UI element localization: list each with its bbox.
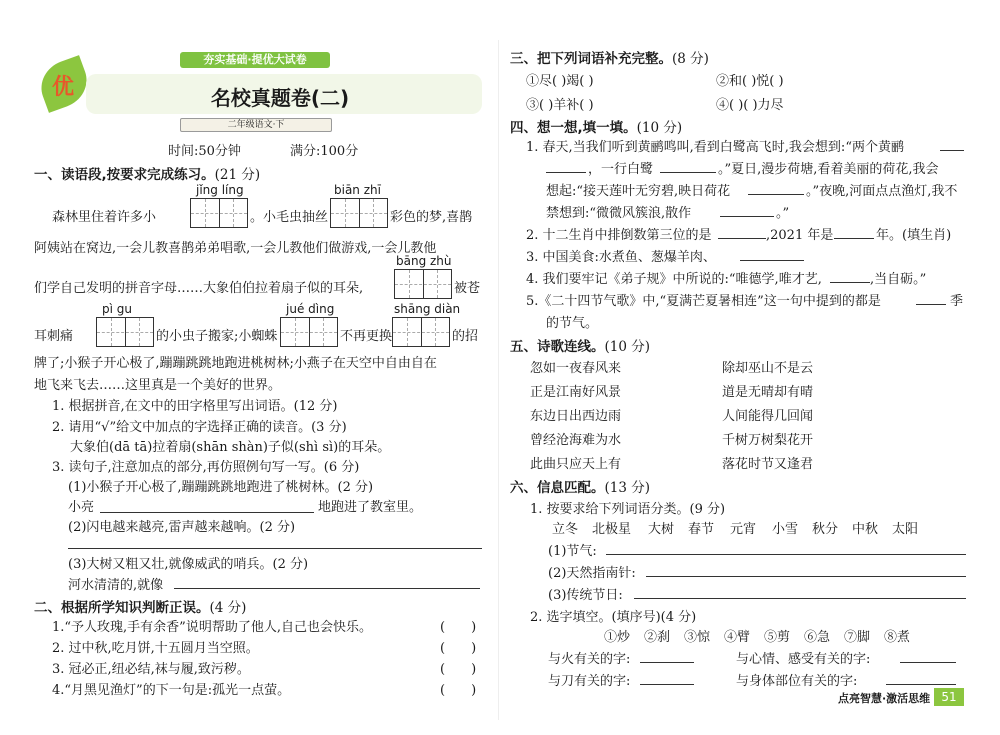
section-5-heading: 五、诗歌连线。(10 分) [510, 339, 651, 355]
poem-right-4[interactable]: 千树万树梨花开 [722, 433, 814, 448]
question-1-3-3-fill-label: 河水清清的,就像 [68, 578, 164, 593]
page-title: 名校真题卷(二) [210, 86, 350, 110]
fill-line-6: 3. 中国美食:水煮鱼、葱爆羊肉、 [526, 250, 716, 265]
page-gutter [498, 40, 499, 720]
question-1-2: 2. 请用“√”给文中加点的字选择正确的读音。(3 分) [52, 420, 347, 435]
answer-line-1-3-1[interactable] [100, 512, 314, 513]
word-1: 立冬 [552, 522, 579, 537]
fill-line-3b: 。”夜晚,河面点点渔灯,我不 [806, 184, 958, 199]
judge-item-4: 4.“月黑见渔灯”的下一句是:孤光一点萤。 [52, 683, 291, 698]
passage-line-3a: 们学自己发明的拼音字母……大象伯伯拉着扇子似的耳朵, [34, 281, 364, 296]
passage-line-4c: 不再更换 [340, 329, 393, 344]
category-3-line[interactable] [634, 598, 966, 599]
passage-line-5: 牌了;小猴子开心极了,蹦蹦跳跳地跑进桃树林;小燕子在天空中自由自在 [34, 356, 437, 371]
leaf-char: 优 [52, 75, 75, 100]
section-4-heading: 四、想一想,填一填。(10 分) [510, 120, 683, 136]
question-1-1: 1. 根据拼音,在文中的田字格里写出词语。(12 分) [52, 399, 338, 414]
passage-line-1a: 森林里住着许多小 [52, 210, 157, 225]
pinyin-5: jué dìng [286, 302, 335, 316]
idiom-4[interactable]: ④( )( )力尽 [716, 98, 784, 113]
category-3-label: (3)传统节日: [548, 588, 623, 603]
section-3-heading: 三、把下列词语补充完整。(8 分) [510, 51, 709, 67]
tianzi-grid-2[interactable] [330, 198, 388, 228]
judge-answer-1[interactable]: ( ) [440, 620, 477, 635]
blank-4a[interactable] [718, 238, 766, 239]
fill-line-4b: 。” [776, 206, 790, 221]
fill-line-7a: 4. 我们要牢记《弟子规》中所说的:“唯德学,唯才艺, [526, 272, 822, 287]
match-knife-line[interactable] [640, 684, 694, 685]
match-body-line[interactable] [886, 684, 956, 685]
passage-line-3b: 被苍 [454, 281, 481, 296]
char-option-1: ①炒 [604, 630, 631, 645]
judge-answer-3[interactable]: ( ) [440, 662, 477, 677]
poem-left-1[interactable]: 忽如一夜春风来 [530, 361, 622, 376]
time-label: 时间:50分钟 [168, 144, 241, 159]
fill-line-8a: 5.《二十四节气歌》中,“夏满芒夏暑相连”这一句中提到的都是 [526, 294, 881, 309]
match-mood-line[interactable] [900, 662, 956, 663]
tianzi-grid-1[interactable] [190, 198, 248, 228]
section-6-heading: 六、信息匹配。(13 分) [510, 480, 651, 496]
category-2-line[interactable] [646, 576, 966, 577]
word-9: 太阳 [892, 522, 919, 537]
idiom-3[interactable]: ③( )羊补( ) [526, 98, 594, 113]
pinyin-6: shāng diàn [394, 302, 461, 316]
blank-2[interactable] [748, 194, 804, 195]
poem-left-3[interactable]: 东边日出西边雨 [530, 409, 622, 424]
poem-left-2[interactable]: 正是江南好风景 [530, 385, 622, 400]
word-2: 北极星 [592, 522, 632, 537]
question-1-3-1-fill-label: 小亮 [68, 500, 95, 515]
char-option-6: ⑥急 [804, 630, 831, 645]
char-option-4: ④臂 [724, 630, 751, 645]
char-option-7: ⑦脚 [844, 630, 871, 645]
tianzi-grid-5[interactable] [280, 317, 338, 347]
fill-line-4a: 禁想到:“微微风簇浪,散作 [546, 206, 692, 221]
passage-line-4a: 耳刺痛 [34, 329, 74, 344]
fill-line-9: 的节气。 [546, 316, 599, 331]
answer-line-1-3-2[interactable] [68, 548, 482, 549]
blank-1c[interactable] [660, 172, 716, 173]
fill-line-5a: 2. 十二生肖中排倒数第三位的是 [526, 228, 712, 243]
judge-answer-2[interactable]: ( ) [440, 641, 477, 656]
fill-line-5b: ,2021 年是 [766, 228, 834, 243]
page-number: 51 [934, 688, 964, 706]
category-1-label: (1)节气: [548, 544, 597, 559]
char-option-3: ③惊 [684, 630, 711, 645]
passage-line-6: 地飞来飞去……这里真是一个美好的世界。 [34, 378, 282, 393]
pinyin-1: jǐng líng [196, 183, 244, 197]
blank-5[interactable] [740, 260, 804, 261]
tianzi-grid-3[interactable] [394, 269, 452, 299]
char-option-5: ⑤剪 [764, 630, 791, 645]
blank-1a[interactable] [940, 150, 964, 151]
fill-line-7b: ,当自砺。” [870, 272, 927, 287]
blank-4b[interactable] [834, 238, 874, 239]
score-label: 满分:100分 [290, 144, 359, 159]
poem-right-3[interactable]: 人间能得几回闻 [722, 409, 814, 424]
match-mood-label: 与心情、感受有关的字: [736, 652, 871, 667]
category-2-label: (2)天然指南针: [548, 566, 636, 581]
fill-line-3a: 想起:“接天莲叶无穷碧,映日荷花 [546, 184, 731, 199]
poem-left-4[interactable]: 曾经沧海难为水 [530, 433, 622, 448]
tianzi-grid-6[interactable] [392, 317, 450, 347]
question-1-2-options[interactable]: 大象伯(dā tā)拉着扇(shān shàn)子似(shì sì)的耳朵。 [70, 440, 391, 455]
passage-line-1b: 。小毛虫抽丝 [250, 210, 329, 225]
idiom-2[interactable]: ②和( )悦( ) [716, 74, 784, 89]
fill-line-5c: 年。(填生肖) [876, 228, 952, 243]
pinyin-2: biān zhī [334, 183, 381, 197]
series-banner: 夯实基础·提优大试卷 [180, 52, 330, 68]
judge-item-2: 2. 过中秋,吃月饼,十五圆月当空照。 [52, 641, 259, 656]
blank-1b[interactable] [546, 172, 586, 173]
tianzi-grid-4[interactable] [96, 317, 154, 347]
char-option-8: ⑧煮 [884, 630, 911, 645]
question-1-3: 3. 读句子,注意加点的部分,再仿照例句写一写。(6 分) [52, 460, 360, 475]
passage-line-4b: 的小虫子搬家;小蜘蛛 [156, 329, 278, 344]
pinyin-3: bāng zhù [396, 254, 452, 268]
word-8: 中秋 [852, 522, 879, 537]
question-1-3-2: (2)闪电越来越亮,雷声越来越响。(2 分) [68, 520, 296, 535]
passage-line-1c: 彩色的梦,喜鹊 [390, 210, 473, 225]
question-1-3-1-end: 地跑进了教室里。 [318, 500, 423, 515]
word-3: 大树 [648, 522, 675, 537]
word-4: 春节 [688, 522, 715, 537]
blank-3[interactable] [720, 216, 774, 217]
poem-right-1[interactable]: 除却巫山不是云 [722, 361, 814, 376]
word-7: 秋分 [812, 522, 839, 537]
word-6: 小雪 [772, 522, 799, 537]
poem-right-2[interactable]: 道是无晴却有晴 [722, 385, 814, 400]
match-knife-label: 与刀有关的字: [548, 674, 631, 689]
pinyin-4: pì gu [102, 302, 132, 316]
section-2-heading: 二、根据所学知识判断正误。(4 分) [34, 600, 247, 616]
answer-line-1-3-3[interactable] [174, 588, 480, 589]
blank-6[interactable] [830, 282, 870, 283]
blank-7[interactable] [916, 304, 946, 305]
judge-answer-4[interactable]: ( ) [440, 683, 477, 698]
q6-2: 2. 选字填空。(填序号)(4 分) [530, 610, 697, 625]
grade-subtitle: 二年级语文·下 [180, 118, 332, 132]
match-fire-label: 与火有关的字: [548, 652, 631, 667]
judge-item-3: 3. 冠必正,纽必结,袜与履,致污秽。 [52, 662, 250, 677]
match-fire-line[interactable] [640, 662, 694, 663]
judge-item-1: 1.“予人玫瑰,手有余香”说明帮助了他人,自己也会快乐。 [52, 620, 372, 635]
footer-brand: 点亮智慧·激活思维 [838, 692, 931, 705]
fill-line-2a: ，一行白鹭 [588, 162, 654, 177]
q6-1: 1. 按要求给下列词语分类。(9 分) [530, 502, 726, 517]
section-1-heading: 一、读语段,按要求完成练习。(21 分) [34, 167, 261, 183]
category-1-line[interactable] [606, 554, 966, 555]
match-body-label: 与身体部位有关的字: [736, 674, 858, 689]
question-1-3-1: (1)小猴子开心极了,蹦蹦跳跳地跑进了桃树林。(2 分) [68, 480, 374, 495]
char-option-2: ②刹 [644, 630, 671, 645]
question-1-3-3: (3)大树又粗又壮,就像威武的哨兵。(2 分) [68, 557, 309, 572]
passage-line-2: 阿姨站在窝边,一会儿教喜鹊弟弟唱歌,一会儿教他们做游戏,一会儿教他 [34, 241, 437, 256]
fill-line-1: 1. 春天,当我们听到黄鹂鸣叫,看到白鹭高飞时,我会想到:“两个黄鹂 [526, 140, 904, 155]
poem-right-5[interactable]: 落花时节又逢君 [722, 457, 814, 472]
fill-line-2b: 。”夏日,漫步荷塘,看着美丽的荷花,我会 [718, 162, 939, 177]
poem-left-5[interactable]: 此曲只应天上有 [530, 457, 622, 472]
word-5: 元宵 [730, 522, 757, 537]
passage-line-4d: 的招 [452, 329, 479, 344]
idiom-1[interactable]: ①尽( )竭( ) [526, 74, 594, 89]
fill-line-8b: 季 [950, 294, 964, 309]
